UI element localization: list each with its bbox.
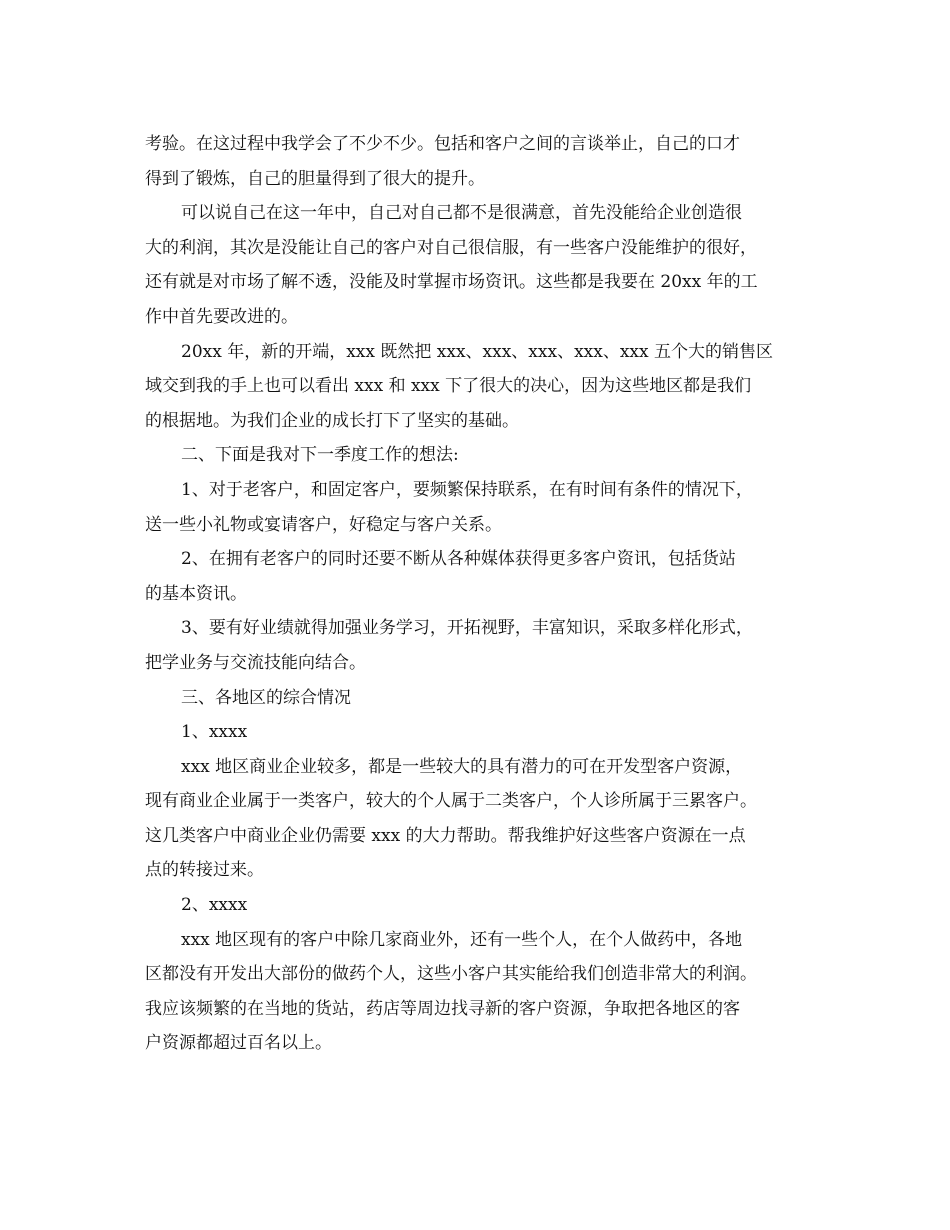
subsection-heading: 2、xxxx [181,895,248,916]
text-line: 大的利润，其次是没能让自己的客户对自己很信服，有一些客户没能维护的很好， [145,237,757,258]
text-line: 1、对于老客户，和固定客户，要频繁保持联系，在有时间有条件的情况下， [181,479,753,500]
text-line: 域交到我的手上也可以看出 xxx 和 xxx 下了很大的决心，因为这些地区都是我们 [145,376,752,397]
document-body [145,127,815,1061]
text-line: 2、在拥有老客户的同时还要不断从各种媒体获得更多客户资讯，包括货站 [181,549,736,570]
text-line: 送一些小礼物或宴请客户，好稳定与客户关系。 [145,514,502,535]
text-line: 还有就是对市场了解不透，没能及时掌握市场资讯。这些都是我要在 20xx 年的工 [145,272,758,293]
text-line: 作中首先要改进的。 [145,306,298,327]
subsection-heading: 1、xxxx [181,722,248,743]
text-line: 3、要有好业绩就得加强业务学习，开拓视野，丰富知识，采取多样化形式， [181,618,753,639]
text-line: xxx 地区现有的客户中除几家商业外，还有一些个人，在个人做药中，各地 [181,929,743,950]
text-line: 户资源都超过百名以上。 [145,1033,332,1054]
text-line: 的基本资讯。 [145,583,247,604]
text-line: 可以说自己在这一年中，自己对自己都不是很满意，首先没能给企业创造很 [181,203,742,224]
text-line: 这几类客户中商业企业仍需要 xxx 的大力帮助。帮我维护好这些客户资源在一点 [145,825,746,846]
section-heading: 三、各地区的综合情况 [181,687,351,708]
text-line: 我应该频繁的在当地的货站，药店等周边找寻新的客户资源，争取把各地区的客 [145,998,740,1019]
text-line: 得到了锻炼，自己的胆量得到了很大的提升。 [145,168,485,189]
text-line: 点的转接过来。 [145,860,264,881]
text-line: xxx 地区商业企业较多，都是一些较大的具有潜力的可在开发型客户资源， [181,756,743,777]
text-line: 区都没有开发出大部份的做药个人，这些小客户其实能给我们创造非常大的利润。 [145,964,757,985]
text-line: 把学业务与交流技能向结合。 [145,652,366,673]
text-line: 20xx 年，新的开端，xxx 既然把 xxx、xxx、xxx、xxx、xxx 五个大的销售区 [181,341,773,362]
text-line: 考验。在这过程中我学会了不少不少。包括和客户之间的言谈举止，自己的口才 [145,134,740,154]
section-heading: 二、下面是我对下一季度工作的想法: [181,445,459,466]
text-line: 的根据地。为我们企业的成长打下了坚实的基础。 [145,410,519,431]
text-line: 现有商业企业属于一类客户，较大的个人属于二类客户，个人诊所属于三累客户。 [145,791,757,812]
